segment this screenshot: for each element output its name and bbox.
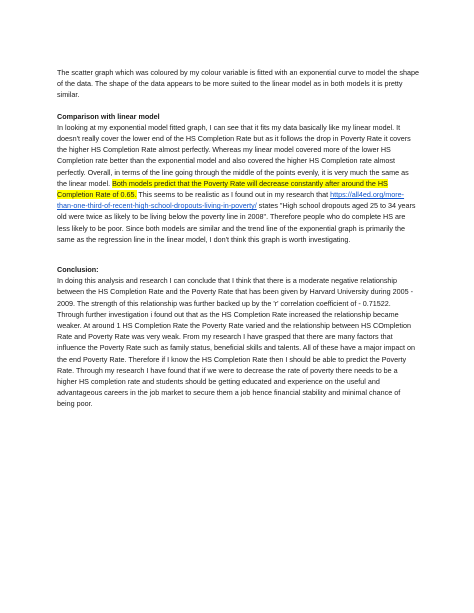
- research-link[interactable]: https://all4ed.org/more-than-one-third-of-recent-high-school-dropouts-living-in-poverty/: [57, 190, 405, 211]
- comparison-text-middle: This seems to be realistic as I found out in my research that: [136, 190, 331, 200]
- conclusion-heading: Conclusion:: [57, 265, 99, 275]
- intro-paragraph: The scatter graph which was coloured by my colour variable is fitted with an exponential curve to model the shape of the data. The shape of the data appears to be more suited to the linear model as in both models it is pretty similar.: [57, 68, 419, 100]
- paragraph-spacer: [57, 101, 419, 111]
- document-body: [57, 67, 419, 410]
- conclusion-paragraph: In doing this analysis and research I can conclude that I think that there is a moderate negative relationship between the HS Completion Rate and the Poverty Rate that has been given by Harvard University during 2005 - 2009. The strength of this relationship was further backed up by the 'r' correlation coefficient of - 0.71522. Through further investigation i found out that as the HS Completion Rate increased the relationship became weaker. At around 1 HS Completion Rate the Poverty Rate varied and the relationship between HS COmpletion Rate and Poverty Rate was very weak. From my research I have grasped that there are many factors that influence the Poverty Rate such as family status, beneficial skills and talents. All of these have a major impact on the end Poverty Rate. Therefore if I know the HS Completion Rate then I should be able to predict the Poverty Rate. Through my research I have found that if we were to decrease the rate of poverty there needs to be a higher HS completion rate and students should be getting educated and experience on the useful and advantageous careers in the job market to secure them a job hence financial stability and minimal chance of being poor.: [57, 276, 415, 409]
- comparison-paragraph: [57, 122, 419, 245]
- comparison-heading: Comparison with linear model: [57, 111, 160, 121]
- comparison-text-start: In looking at my exponential model fitted graph, I can see that it fits my data basically like my linear model. It doesn't really cover the lower end of the HS Completion Rate but as it follows the drop in Poverty Rate it covers the higher HS Completion Rate almost perfectly. Whereas my linear model covered more of the lower HS Completion rate better than the exponential model and also covered the higher HS Completion rate almost perfectly. Overall, in terms of the line going through the middle of the points evenly, it is very much the same as the linear model.: [57, 122, 411, 188]
- highlighted-sentence: Both models predict that the Poverty Rate will decrease constantly after around the HS Completion Rate of 0.65.: [57, 178, 388, 200]
- paragraph-spacer: [57, 245, 419, 264]
- comparison-text-end: states "High school dropouts aged 25 to 34 years old were twice as likely to be living below the poverty line in 2008". Therefore people who do complete HS are less likely to be poor. Since both models are similar and the trend line of the exponential graph is primarily the same as the regression line in the linear model, I don't think this graph is worth investigating.: [57, 201, 416, 244]
